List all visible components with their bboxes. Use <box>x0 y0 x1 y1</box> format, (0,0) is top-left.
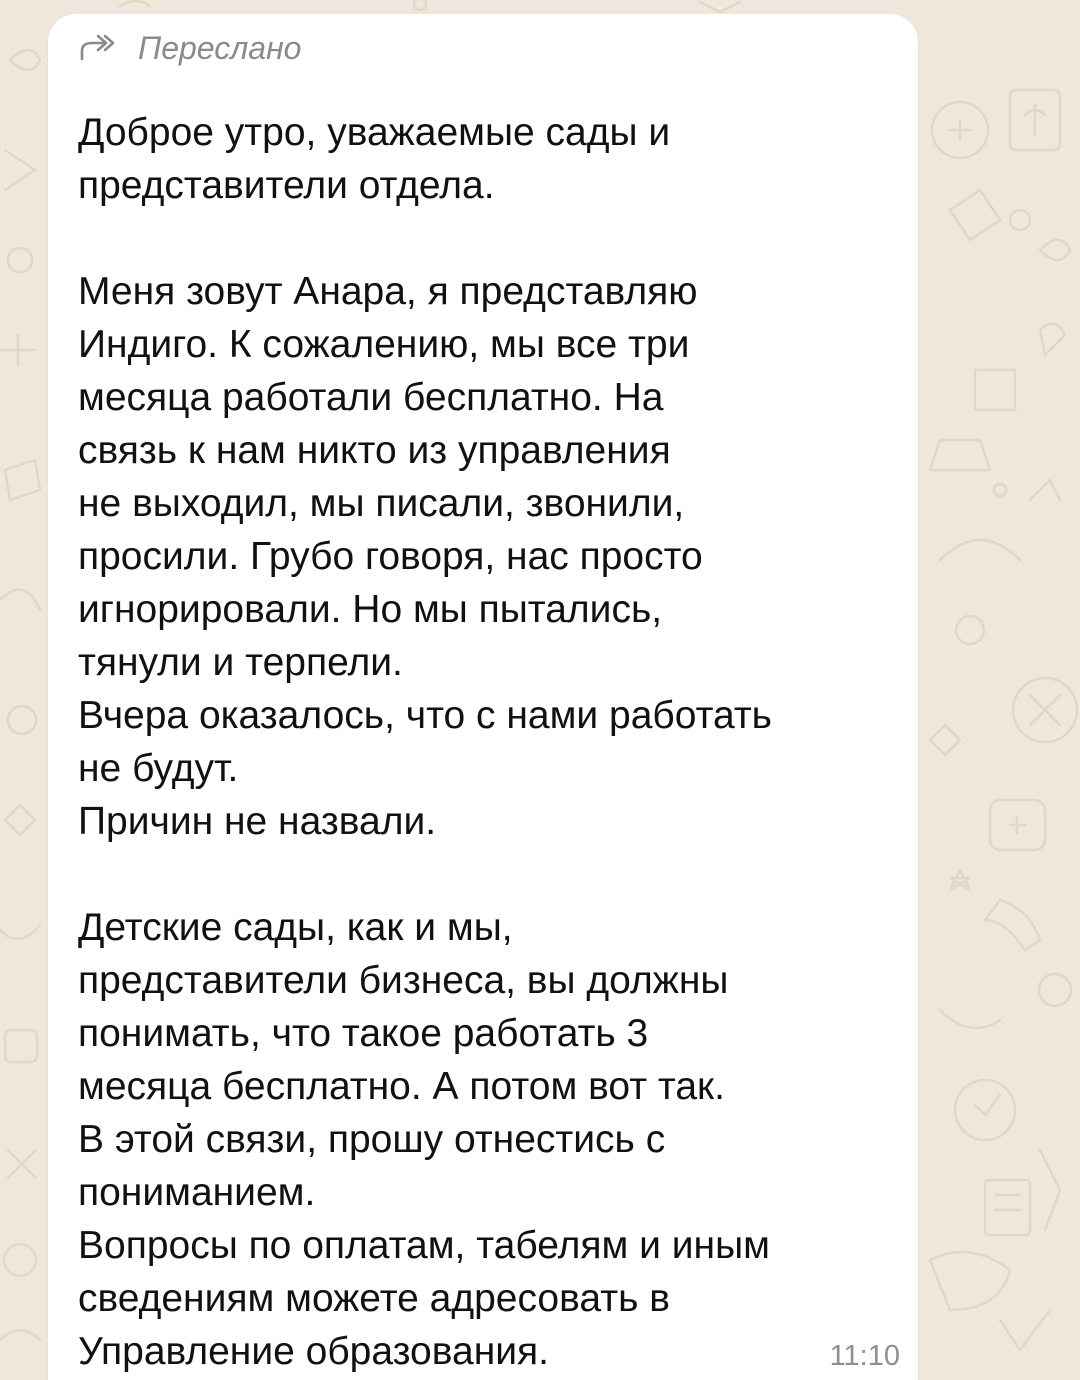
forwarded-label: Переслано <box>138 29 302 66</box>
forward-arrow-icon <box>78 33 118 63</box>
message-text: Доброе утро, уважаемые сады и представители отдела. Меня зовут Анара, я представляю Индиго. К сожалению, мы все три месяца работали бесплатно. На связь к нам никто из управления не выходил, мы писали, звонили, просили. Грубо говоря, нас просто игнорировали. Но мы пытались, тянули и терпели. Вчера оказалось, что с нами работать не будут. Причин не назвали. Детские сады, как и мы, представители бизнеса, вы должны понимать, что такое работать 3 месяца бесплатно. А потом вот так. В этой связи, прошу отнестись с пониманием. Вопросы по оплатам, табелям и иным сведениям можете адресовать в Управление образования. <box>78 111 773 1373</box>
message-bubble[interactable] <box>48 14 918 1380</box>
forwarded-header <box>78 28 301 68</box>
message-time: 11:10 <box>829 1340 900 1372</box>
